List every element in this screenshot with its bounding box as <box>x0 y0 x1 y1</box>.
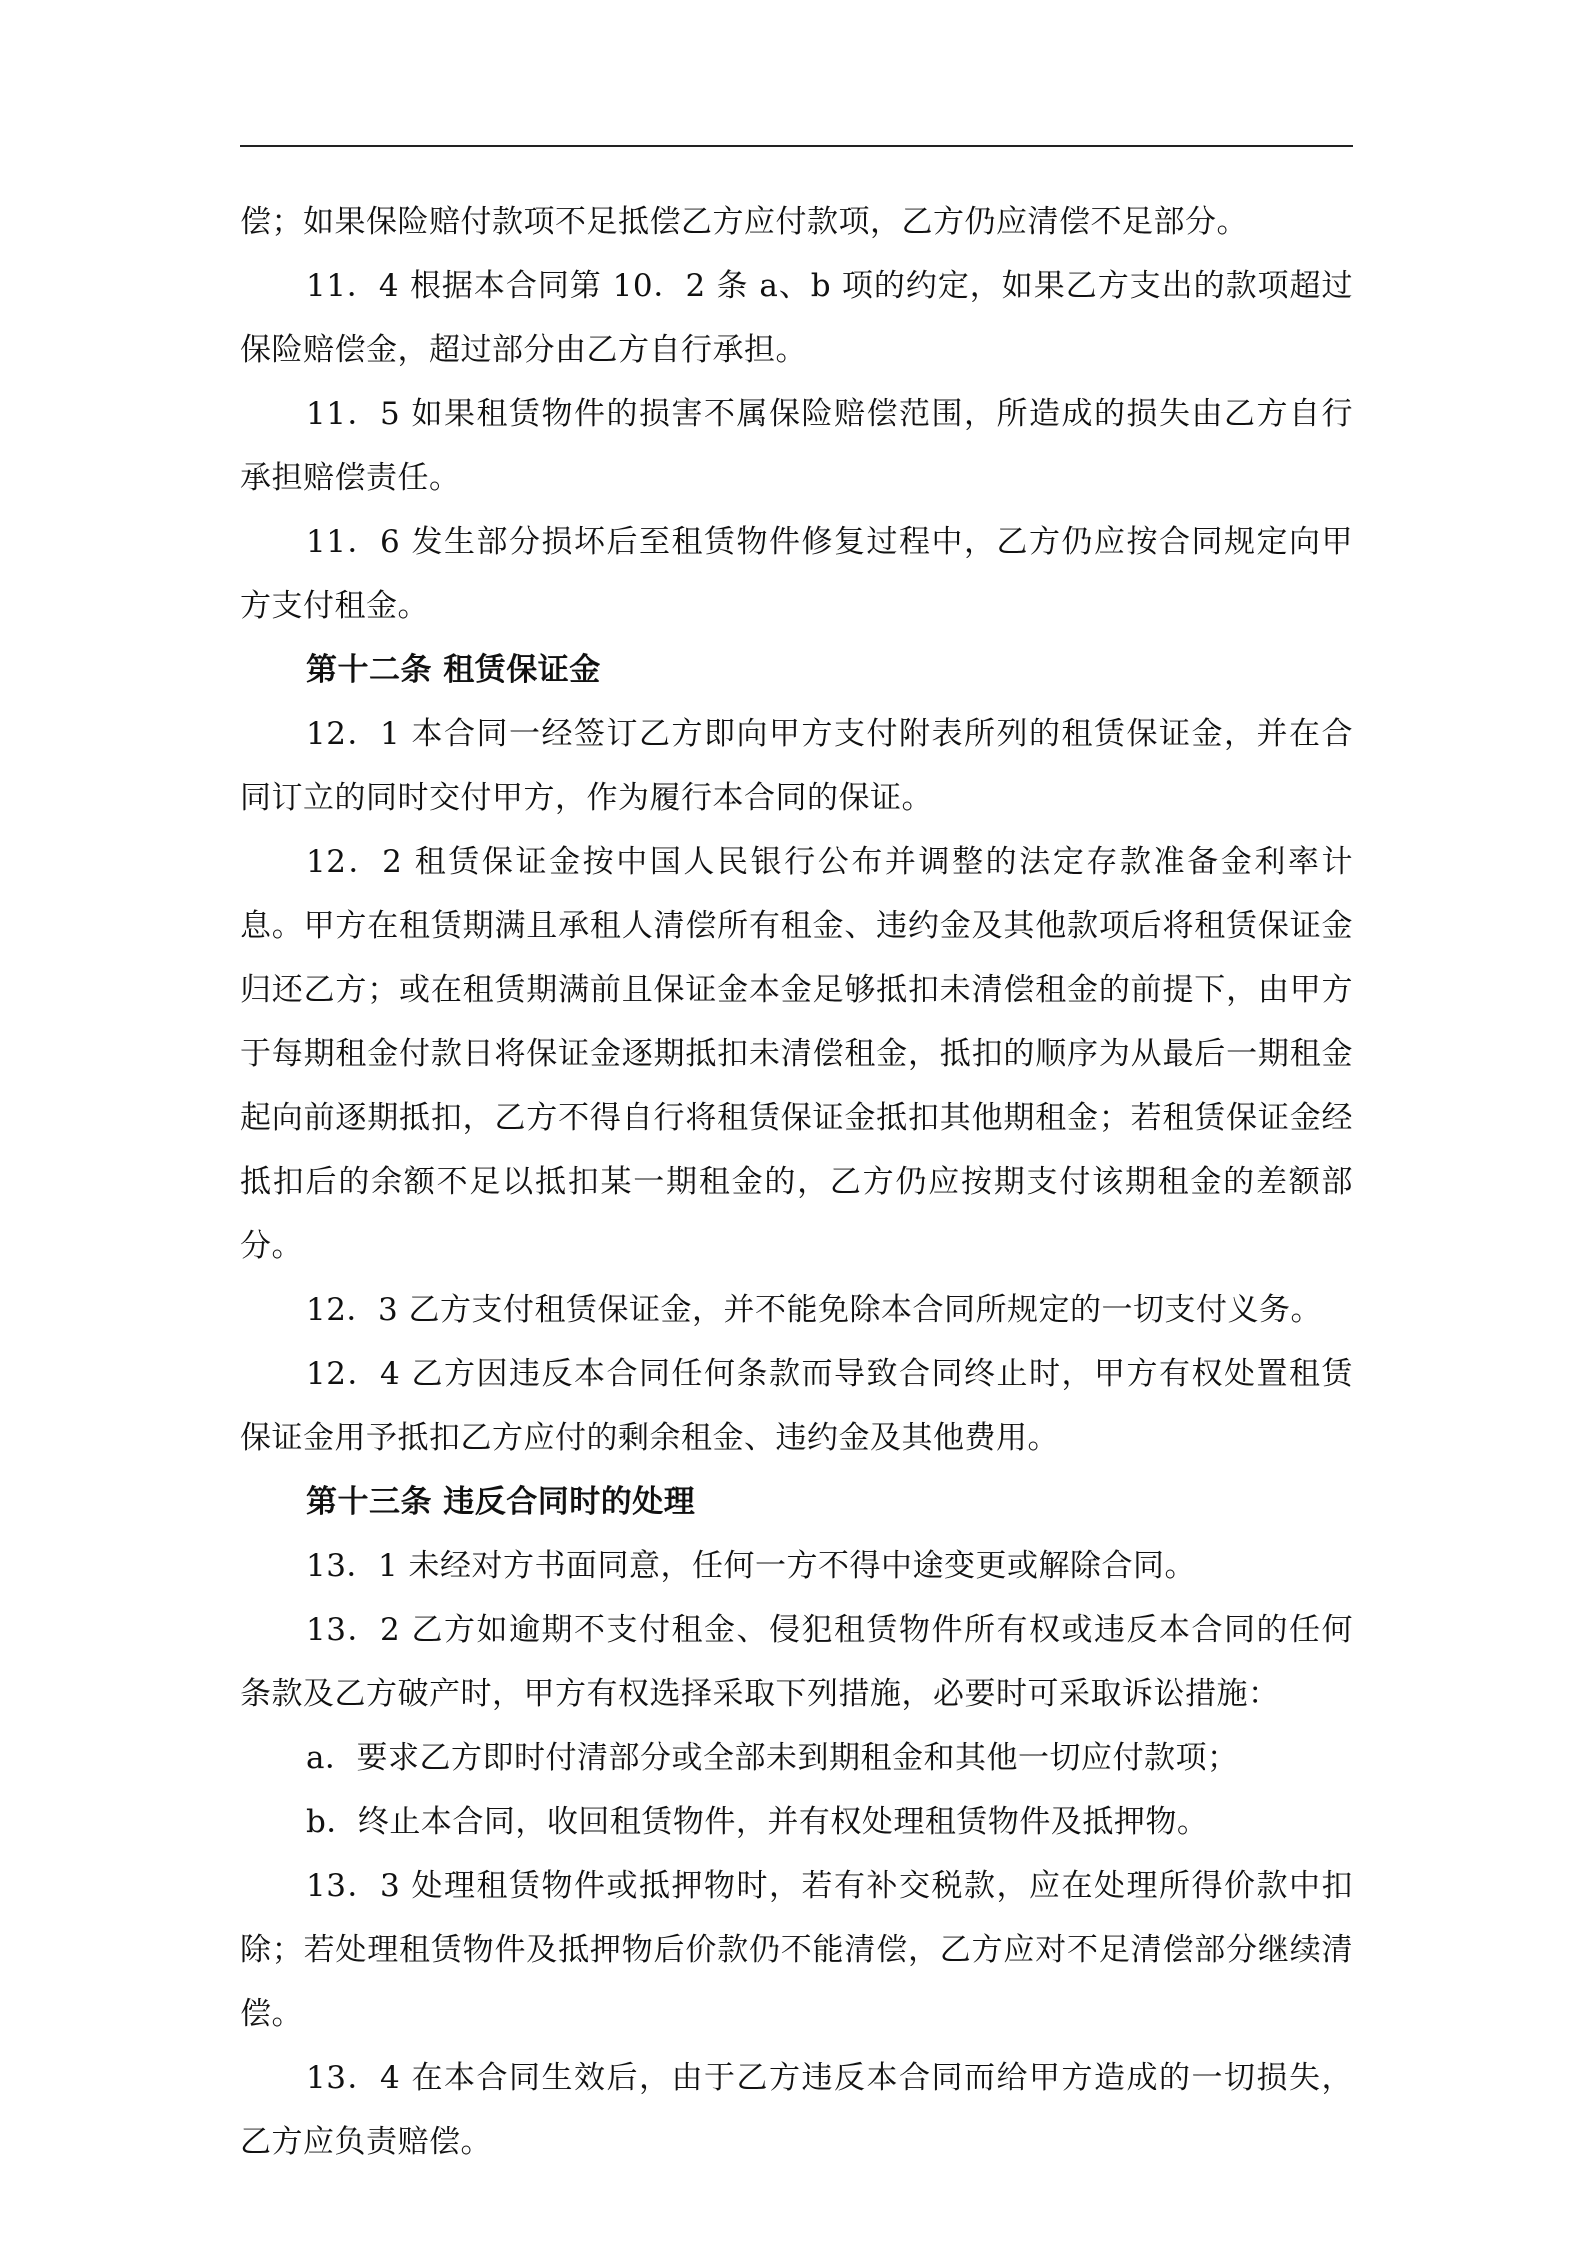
body-paragraph: 13．1 未经对方书面同意，任何一方不得中途变更或解除合同。 <box>306 1548 1197 1584</box>
body-paragraph: 13．4 在本合同生效后，由于乙方违反本合同而给甲方造成的一切损失，乙方应负责赔偿。 <box>240 2060 1353 2160</box>
body-paragraph: 11．4 根据本合同第 10．2 条 a、b 项的约定，如果乙方支出的款项超过保险赔偿金，超过部分由乙方自行承担。 <box>240 268 1353 368</box>
header-rule <box>240 145 1353 147</box>
body-paragraph: 12．2 租赁保证金按中国人民银行公布并调整的法定存款准备金利率计息。甲方在租赁期满且承租人清偿所有租金、违约金及其他款项后将租赁保证金归还乙方；或在租赁期满前且保证金本金足够抵扣未清偿租金的前提下，由甲方于每期租金付款日将保证金逐期抵扣未清偿租金，抵扣的顺序为从最后一期租金起向前逐期抵扣，乙方不得自行将租赁保证金抵扣其他期租金；若租赁保证金经抵扣后的余额不足以抵扣某一期租金的，乙方仍应按期支付该期租金的差额部分。 <box>240 844 1353 1264</box>
body-paragraph: 偿；如果保险赔付款项不足抵偿乙方应付款项，乙方仍应清偿不足部分。 <box>240 204 1248 240</box>
section-heading: 第十二条 租赁保证金 <box>306 652 601 688</box>
body-paragraph: a．要求乙方即时付清部分或全部未到期租金和其他一切应付款项； <box>306 1740 1239 1776</box>
section-heading: 第十三条 违反合同时的处理 <box>306 1484 696 1520</box>
body-paragraph: 11．6 发生部分损坏后至租赁物件修复过程中，乙方仍应按合同规定向甲方支付租金。 <box>240 524 1353 624</box>
body-paragraph: 13．2 乙方如逾期不支付租金、侵犯租赁物件所有权或违反本合同的任何条款及乙方破产时，甲方有权选择采取下列措施，必要时可采取诉讼措施： <box>240 1612 1353 1712</box>
body-paragraph: b．终止本合同，收回租赁物件，并有权处理租赁物件及抵押物。 <box>306 1804 1209 1840</box>
document-body <box>240 190 1353 2174</box>
body-paragraph: 12．1 本合同一经签订乙方即向甲方支付附表所列的租赁保证金，并在合同订立的同时交付甲方，作为履行本合同的保证。 <box>240 716 1353 816</box>
body-paragraph: 12．4 乙方因违反本合同任何条款而导致合同终止时，甲方有权处置租赁保证金用予抵扣乙方应付的剩余租金、违约金及其他费用。 <box>240 1356 1353 1456</box>
body-paragraph: 11．5 如果租赁物件的损害不属保险赔偿范围，所造成的损失由乙方自行承担赔偿责任。 <box>240 396 1353 496</box>
body-paragraph: 13．3 处理租赁物件或抵押物时，若有补交税款，应在处理所得价款中扣除；若处理租赁物件及抵押物后价款仍不能清偿，乙方应对不足清偿部分继续清偿。 <box>240 1868 1353 2032</box>
body-paragraph: 12．3 乙方支付租赁保证金，并不能免除本合同所规定的一切支付义务。 <box>306 1292 1323 1328</box>
